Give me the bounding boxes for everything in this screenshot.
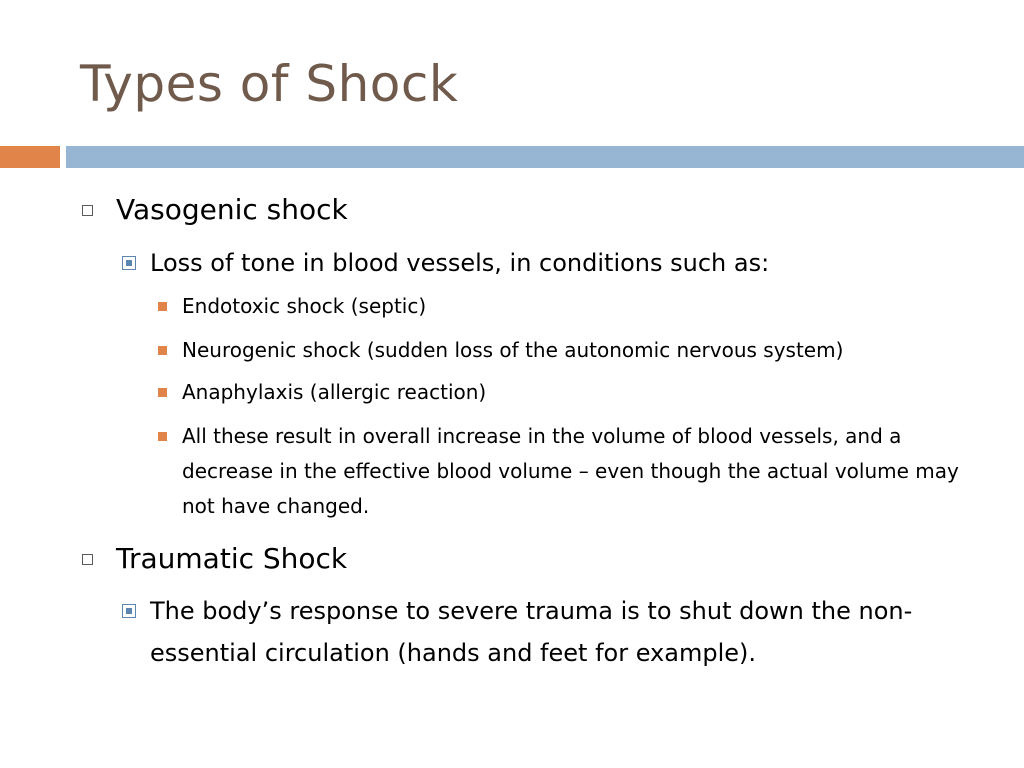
boxed-square-bullet-icon xyxy=(122,604,136,618)
bullet-text: Anaphylaxis (allergic reaction) xyxy=(182,380,487,404)
bullet-text: Vasogenic shock xyxy=(116,193,348,226)
hollow-square-bullet-icon xyxy=(82,554,93,565)
filled-square-bullet-icon xyxy=(158,432,167,441)
bullet-text: All these result in overall increase in the volume of blood vessels, and a decrease in the effective blood volume – even though the actual volume may not have changed. xyxy=(182,424,959,518)
filled-square-bullet-icon xyxy=(158,346,167,355)
slide-title: Types of Shock xyxy=(80,55,459,113)
bullet-text: Traumatic Shock xyxy=(116,542,348,575)
filled-square-bullet-icon xyxy=(158,388,167,397)
hollow-square-bullet-icon xyxy=(82,205,93,216)
boxed-square-bullet-icon xyxy=(122,256,136,270)
bullet-text: Endotoxic shock (septic) xyxy=(182,294,427,318)
bullet-text: The body’s response to severe trauma is to shut down the non-essential circulation (hands and feet for example). xyxy=(150,597,913,667)
bullet-text: Neurogenic shock (sudden loss of the autonomic nervous system) xyxy=(182,338,844,362)
bullet-text: Loss of tone in blood vessels, in conditions such as: xyxy=(150,249,770,277)
filled-square-bullet-icon xyxy=(158,302,167,311)
